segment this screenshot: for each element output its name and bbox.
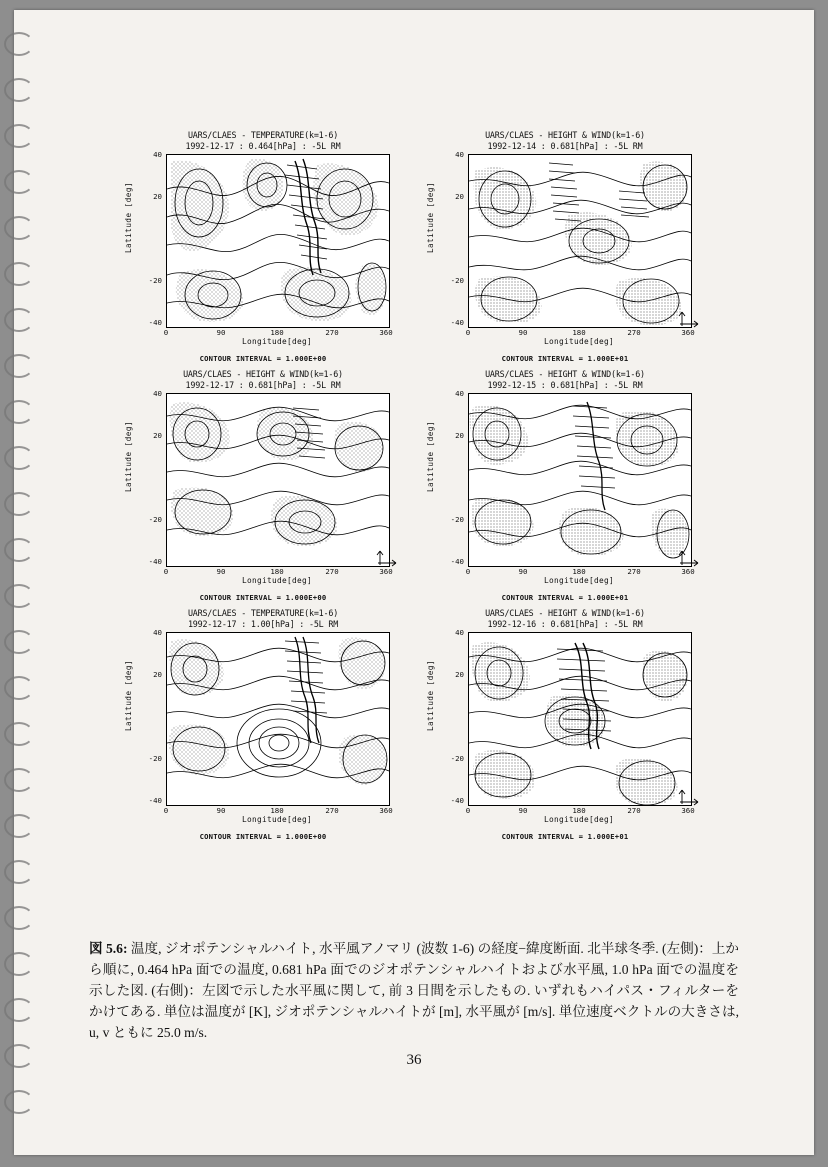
contour-plot: [166, 154, 390, 328]
y-axis-label: Latitude [deg]: [124, 421, 133, 493]
y-tick: 40: [153, 150, 162, 159]
y-axis-label: Latitude [deg]: [124, 660, 133, 732]
plot-wrap: [124, 389, 402, 589]
x-tick: 270: [325, 806, 339, 815]
y-tick: -40: [450, 318, 464, 327]
x-tick: 180: [270, 806, 284, 815]
panel-title-line1: UARS/CLAES - TEMPERATURE(k=1-6): [187, 608, 339, 618]
x-tick: 180: [572, 567, 586, 576]
panel-temperature-100: [124, 608, 402, 841]
x-tick: 360: [379, 567, 393, 576]
page-number: 36: [406, 1052, 422, 1068]
panel-height-wind-1214: [426, 130, 704, 363]
panel-title-line2: 1992-12-14 : 0.681[hPa] : -5L RM: [487, 141, 643, 151]
figure-caption-text: 温度, ジオポテンシャルハイト, 水平風アノマリ (波数 1-6) の経度−緯度断面. 北半球冬季. (左側)：上から順に, 0.464 hPa 面での温度, 0.681 hPa 面でのジオポテンシャルハイトおよび水平風, 1.0 hPa 面での温度を示した図. (右側)：左図で示した水平風に関して, 前 3 日間を示したもの. いずれもハイパス・フィルターをかけてある. 単位は温度が [K], ジオポテンシャルハイトが [m], 水平風が [m/s]. 単位速度ベクトルの大きさは, u, v ともに 25.0 m/s.: [89, 941, 740, 1040]
x-tick: 360: [681, 806, 695, 815]
x-tick: 90: [216, 806, 226, 815]
panel-title-line1: UARS/CLAES - HEIGHT & WIND(k=1-6): [485, 369, 645, 379]
y-tick: 40: [455, 150, 464, 159]
contour-plot: [468, 632, 692, 806]
figure-row-1: [124, 130, 704, 363]
y-tick: 40: [455, 389, 464, 398]
x-tick: 270: [627, 328, 641, 337]
x-tick: 90: [216, 328, 226, 337]
panel-height-wind-1217: [124, 369, 402, 602]
contour-plot: [468, 393, 692, 567]
x-axis-label: Longitude[deg]: [544, 337, 614, 346]
y-tick: -40: [450, 796, 464, 805]
y-tick: 20: [455, 670, 464, 679]
x-tick: 180: [270, 567, 284, 576]
contour-plot: [166, 632, 390, 806]
x-tick: 0: [465, 328, 471, 337]
panel-title-line2: 1992-12-17 : 0.681[hPa] : -5L RM: [185, 380, 341, 390]
x-tick: 360: [379, 806, 393, 815]
spiral-binding: [2, 10, 36, 1155]
panel-height-wind-1216: [426, 608, 704, 841]
panel-title-line1: UARS/CLAES - HEIGHT & WIND(k=1-6): [183, 369, 343, 379]
x-tick: 270: [627, 567, 641, 576]
contour-interval-note: CONTOUR INTERVAL = 1.000E+01: [501, 832, 629, 841]
panel-title-line1: UARS/CLAES - HEIGHT & WIND(k=1-6): [485, 608, 645, 618]
plot-wrap: [124, 150, 402, 350]
y-tick: -40: [450, 557, 464, 566]
y-tick: 40: [153, 628, 162, 637]
y-tick: -20: [450, 754, 464, 763]
y-tick: 40: [455, 628, 464, 637]
figure-row-2: [124, 369, 704, 602]
contour-interval-note: CONTOUR INTERVAL = 1.000E+00: [199, 354, 327, 363]
y-axis-label: Latitude [deg]: [426, 421, 435, 493]
contour-interval-note: CONTOUR INTERVAL = 1.000E+01: [501, 354, 629, 363]
x-tick: 90: [518, 806, 528, 815]
plot-wrap: [426, 389, 704, 589]
panel-title-line2: 1992-12-16 : 0.681[hPa] : -5L RM: [487, 619, 643, 629]
contour-interval-note: CONTOUR INTERVAL = 1.000E+01: [501, 593, 629, 602]
x-tick: 360: [681, 328, 695, 337]
x-tick: 180: [572, 806, 586, 815]
y-tick: 40: [153, 389, 162, 398]
plot-wrap: [426, 150, 704, 350]
x-tick: 270: [325, 328, 339, 337]
panel-temperature-0464: [124, 130, 402, 363]
x-axis-label: Longitude[deg]: [544, 815, 614, 824]
wind-vector-key: [678, 310, 702, 328]
y-tick: -20: [148, 515, 162, 524]
document-page: [14, 10, 814, 1155]
x-tick: 90: [518, 567, 528, 576]
y-tick: -40: [148, 557, 162, 566]
x-tick: 90: [216, 567, 226, 576]
contour-plot: [166, 393, 390, 567]
contour-interval-note: CONTOUR INTERVAL = 1.000E+00: [199, 593, 327, 602]
plot-wrap: [426, 628, 704, 828]
x-tick: 0: [163, 328, 169, 337]
x-tick: 270: [325, 567, 339, 576]
y-tick: 20: [455, 192, 464, 201]
y-axis-label: Latitude [deg]: [426, 182, 435, 254]
y-tick: -20: [450, 276, 464, 285]
x-axis-label: Longitude[deg]: [544, 576, 614, 585]
figure-row-3: [124, 608, 704, 841]
figure-5-6: [124, 130, 704, 847]
x-tick: 180: [572, 328, 586, 337]
x-tick: 360: [379, 328, 393, 337]
x-axis-label: Longitude[deg]: [242, 576, 312, 585]
contour-plot: [468, 154, 692, 328]
panel-height-wind-1215: [426, 369, 704, 602]
x-tick: 180: [270, 328, 284, 337]
y-tick: -20: [148, 754, 162, 763]
y-tick: -20: [450, 515, 464, 524]
panel-title-line1: UARS/CLAES - TEMPERATURE(k=1-6): [187, 130, 339, 140]
x-tick: 0: [163, 567, 169, 576]
panel-title-line2: 1992-12-17 : 1.00[hPa] : -5L RM: [187, 619, 339, 629]
figure-caption-label: 図 5.6:: [89, 941, 128, 956]
figure-caption: [89, 938, 739, 1043]
x-axis-label: Longitude[deg]: [242, 815, 312, 824]
plot-wrap: [124, 628, 402, 828]
x-tick: 0: [465, 567, 471, 576]
y-axis-label: Latitude [deg]: [426, 660, 435, 732]
y-tick: -40: [148, 796, 162, 805]
y-tick: 20: [153, 670, 162, 679]
x-axis-label: Longitude[deg]: [242, 337, 312, 346]
wind-vector-key: [678, 788, 702, 806]
x-tick: 270: [627, 806, 641, 815]
panel-title-line1: UARS/CLAES - HEIGHT & WIND(k=1-6): [485, 130, 645, 140]
panel-title-line2: 1992-12-17 : 0.464[hPa] : -5L RM: [185, 141, 341, 151]
contour-interval-note: CONTOUR INTERVAL = 1.000E+00: [199, 832, 327, 841]
y-tick: -40: [148, 318, 162, 327]
x-tick: 0: [163, 806, 169, 815]
y-tick: 20: [153, 431, 162, 440]
y-axis-label: Latitude [deg]: [124, 182, 133, 254]
y-tick: 20: [153, 192, 162, 201]
x-tick: 360: [681, 567, 695, 576]
x-tick: 90: [518, 328, 528, 337]
y-tick: -20: [148, 276, 162, 285]
wind-vector-key: [678, 549, 702, 567]
y-tick: 20: [455, 431, 464, 440]
x-tick: 0: [465, 806, 471, 815]
panel-title-line2: 1992-12-15 : 0.681[hPa] : -5L RM: [487, 380, 643, 390]
wind-vector-key: [376, 549, 400, 567]
